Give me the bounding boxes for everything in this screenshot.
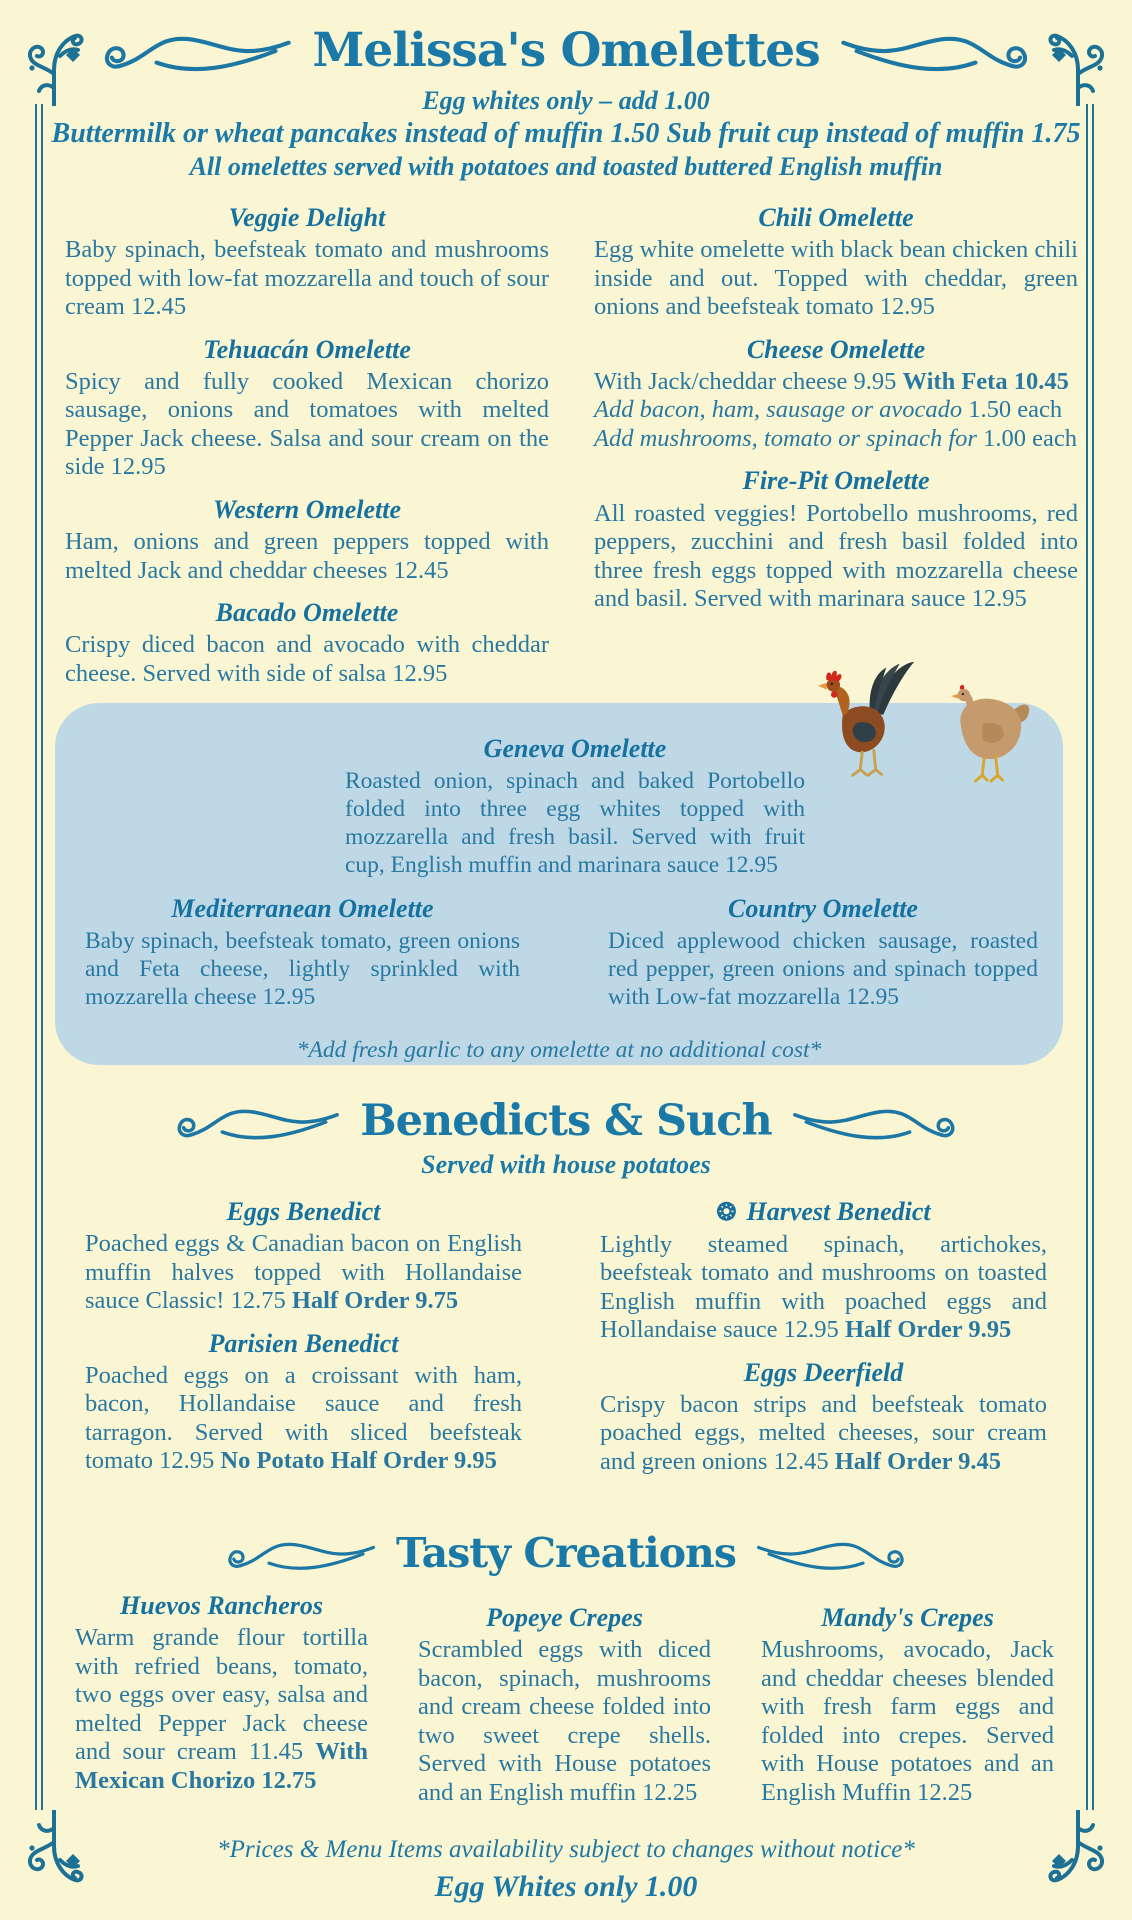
omelettes-notes [0,86,1132,182]
menu-item-name: Bacado Omelette [215,598,399,628]
menu-item-description: Spicy and fully cooked Mexican chorizo sausage, onions and tomatoes with melted Pepper Jack cheese. Salsa and sour cream on the side 12.95 [65,367,549,481]
menu-item-name: Country Omelette [728,894,918,924]
omelettes-left-column [65,202,549,700]
menu-item-description: Diced applewood chicken sausage, roasted red pepper, green onions and spinach topped with Low-fat mozzarella 12.95 [608,928,1038,1011]
menu-item-description: Roasted onion, spinach and baked Portobello folded into three egg whites topped with mozzarella and fresh basil. Served with fruit cup, English muffin and marinara sauce 12.95 [345,768,805,879]
flourish-right-icon [840,24,1030,78]
menu-item-description: Poached eggs on a croissant with ham, bacon, Hollandaise sauce and fresh tarragon. Served with sliced beefsteak tomato 12.95 No Potato Half Order 9.95 [85,1361,522,1475]
footer [0,1836,1132,1904]
menu-item-name: Western Omelette [213,494,401,524]
hen-image [942,666,1034,784]
note-served-with: All omelettes served with potatoes and toasted buttered English muffin [189,152,943,181]
benedicts-left-column [85,1196,522,1488]
menu-item [65,334,549,482]
menu-item-description: Baby spinach, beefsteak tomato and mushrooms topped with low-fat mozzarella and touch of sour cream 12.45 [65,236,549,321]
tasty-creations-title: Tasty Creations [396,1529,736,1578]
benedicts-section [0,1098,1132,1488]
menu-item-name: Huevos Rancheros [120,1591,323,1620]
menu-item [600,1357,1047,1477]
menu-item-description: With Jack/cheddar cheese 9.95 With Feta 10.45 Add bacon, ham, sausage or avocado 1.50 each Add mushrooms, tomato or spinach for 1.00 each [594,367,1077,452]
menu-item-name: Geneva Omelette [483,734,667,763]
menu-item-description: Crispy diced bacon and avocado with cheddar cheese. Served with side of salsa 12.95 [65,631,549,687]
menu-item-name: ❂ Harvest Benedict [716,1197,931,1226]
menu-item-name: Mandy's Crepes [821,1603,994,1632]
featured-omelette [345,733,805,879]
menu-item [594,334,1078,454]
garlic-note: *Add fresh garlic to any omelette at no additional cost* [296,1037,822,1064]
flourish-right-icon [792,1098,957,1146]
flourish-left-icon [102,24,292,78]
menu-item-description: Ham, onions and green peppers topped with melted Jack and cheddar cheeses 12.45 [65,528,549,584]
menu-item-name: Eggs Deerfield [743,1357,904,1387]
menu-item-description: Baby spinach, beefsteak tomato, green onions and Feta cheese, lightly sprinkled with mozzarella cheese 12.95 [85,928,520,1011]
menu-item [85,1196,522,1316]
menu-item-name: Cheese Omelette [746,334,926,364]
menu-item-description: Scrambled eggs with diced bacon, spinach, mushrooms and cream cheese folded into two sweet crepe shells. Served with House potatoes and an English muffin 12.25 [418,1636,711,1806]
omelettes-title: Melissa's Omelettes [312,23,820,79]
benedicts-right-column [600,1196,1047,1488]
flourish-left-icon [175,1098,340,1146]
menu-item-name: Mediterranean Omelette [171,894,434,924]
menu-item [345,733,805,879]
menu-item [418,1590,711,1807]
note-egg-whites: Egg whites only – add 1.00 [422,86,710,115]
menu-item-description: Lightly steamed spinach, artichokes, beefsteak tomato and mushrooms on toasted English muffin with poached eggs and Hollandaise sauce 12.95 Half Order 9.95 [600,1230,1047,1344]
menu-item-name: Eggs Benedict [226,1197,381,1226]
omelettes-columns [65,202,1078,700]
featured-box-left-column [85,893,520,1023]
harvest-badge-icon: ❂ [716,1200,737,1226]
menu-item [85,893,520,1011]
menu-item-name: Fire-Pit Omelette [742,466,930,496]
egg-whites-note: Egg Whites only 1.00 [434,1870,698,1903]
menu-item [594,202,1078,322]
tasty-creations-section [0,1529,1132,1819]
menu-item [65,597,549,688]
omelettes-right-column [594,202,1078,700]
flourish-right-icon [756,1532,906,1576]
benedicts-columns [0,1196,1132,1488]
menu-item [594,465,1078,613]
menu-item-description: All roasted veggies! Portobello mushrooms, red peppers, zucchini and fresh basil folded into three fresh eggs topped with mozzarella cheese and basil. Served with marinara sauce 12.95 [594,499,1078,613]
featured-box-right-column [608,893,1038,1023]
rooster-image [814,654,920,784]
menu-item [608,893,1038,1011]
menu-item-name: Parisien Benedict [208,1328,399,1358]
menu-item [85,1328,522,1476]
menu-item-description: Poached eggs & Canadian bacon on English muffin halves topped with Hollandaise sauce Classic! 12.75 Half Order 9.75 [85,1230,522,1315]
menu-item-name: Chili Omelette [758,203,914,232]
menu-item-description: Warm grande flour tortilla with refried beans, tomato, two eggs over easy, salsa and melted Pepper Jack cheese and sour cream 11.45 With Mexican Chorizo 12.75 [75,1624,368,1794]
benedicts-title: Benedicts & Such [360,1096,772,1147]
featured-box-columns [55,893,1063,1023]
prices-notice: *Prices & Menu Items availability subject to changes without notice* [217,1836,915,1863]
menu-item [65,494,549,585]
menu-item-description: Mushrooms, avocado, Jack and cheddar cheeses blended with fresh farm eggs and folded into crepes. Served with House potatoes and an English Muffin 12.25 [761,1636,1054,1806]
menu-item-description: Egg white omelette with black bean chicken chili inside and out. Topped with cheddar, green onions and beefsteak tomato 12.95 [594,236,1078,321]
benedicts-subtitle: Served with house potatoes [421,1150,711,1179]
omelettes-section-header [0,24,1132,184]
menu-item [761,1590,1054,1807]
menu-item [75,1590,368,1807]
menu-item-name: Veggie Delight [228,203,386,232]
flourish-left-icon [226,1532,376,1576]
menu-item-name: Tehuacán Omelette [203,334,411,364]
note-substitutions: Buttermilk or wheat pancakes instead of muffin 1.50 Sub fruit cup instead of muffin 1.75 [51,118,1081,149]
menu-item-name: Popeye Crepes [486,1603,643,1632]
menu-item [65,202,549,322]
menu-item-description: Crispy bacon strips and beefsteak tomato poached eggs, melted cheeses, sour cream and green onions 12.45 Half Order 9.45 [600,1390,1047,1475]
tasty-creations-columns [0,1590,1132,1819]
menu-item [600,1196,1047,1345]
